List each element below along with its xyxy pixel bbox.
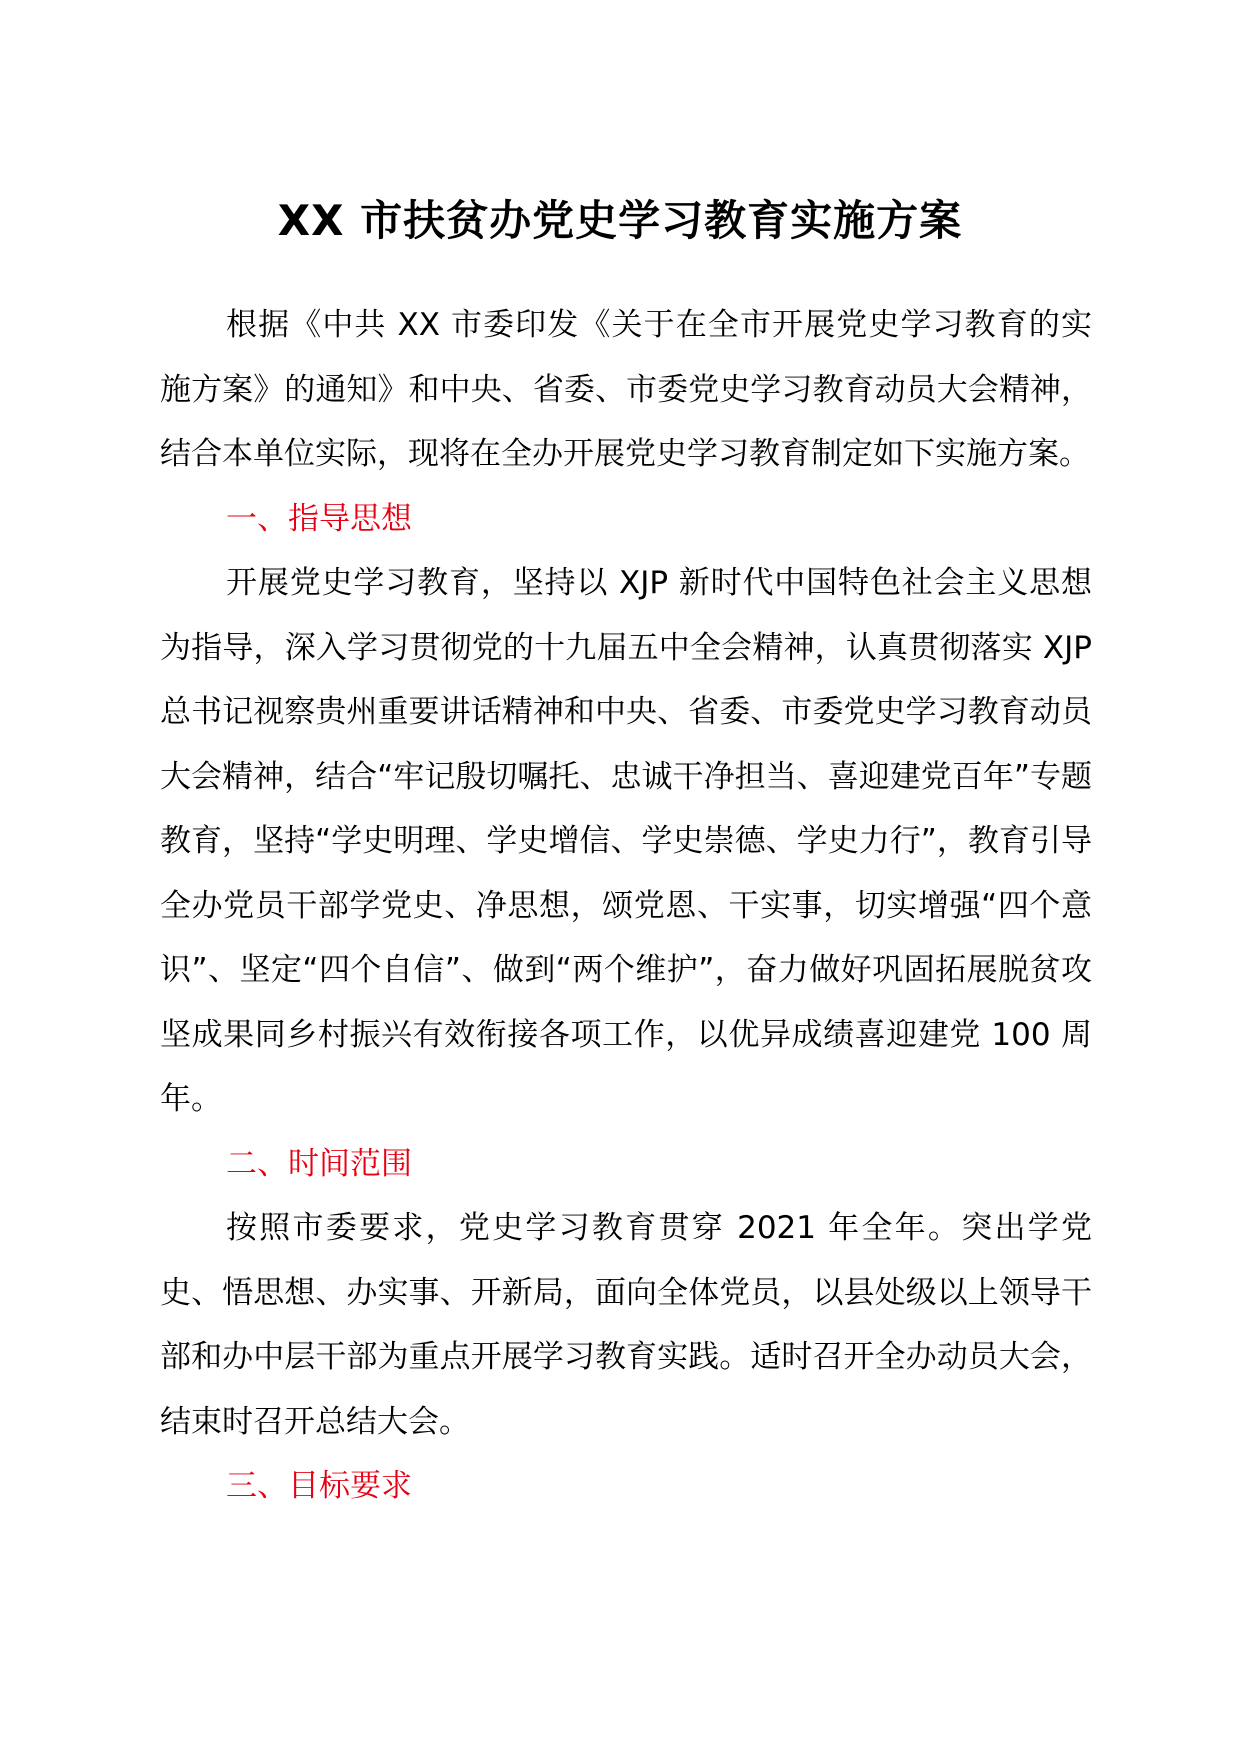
section-heading-guiding-ideology: 一、指导思想 [226,500,412,537]
document-title: XX 市扶贫办党史学习教育实施方案 [277,196,963,245]
guiding-ideology-paragraph: 开展党史学习教育，坚持以 XJP 新时代中国特色社会主义思想为指导，深入学习贯彻党的十九届五中全会精神，认真贯彻落实 XJP 总书记视察贵州重要讲话精神和中央、省委、市委党史学习教育动员大会精神，结合“牢记殷切嘱托、忠诚干净担当、喜迎建党百年”专题教育，坚持“学史明理、学史增信、学史崇德、学史力行”，教育引导全办党员干部学党史、净思想，颂党恩、干实事，切实增强“四个意识”、坚定“四个自信”、做到“两个维护”，奋力做好巩固拓展脱贫攻坚成果同乡村振兴有效衔接各项工作，以优异成绩喜迎建党 100 周年。 [160,565,1092,1117]
section-heading-time-scope: 二、时间范围 [226,1145,412,1182]
time-scope-paragraph: 按照市委要求，党史学习教育贯穿 2021 年全年。突出学党史、悟思想、办实事、开新局，面向全体党员，以县处级以上领导干部和办中层干部为重点开展学习教育实践。适时召开全办动员大会，结束时召开总结大会。 [160,1210,1092,1440]
document-body [160,293,1092,1519]
intro-paragraph: 根据《中共 XX 市委印发《关于在全市开展党史学习教育的实施方案》的通知》和中央、省委、市委党史学习教育动员大会精神，结合本单位实际，现将在全办开展党史学习教育制定如下实施方案。 [160,307,1092,472]
section-heading-goals: 三、目标要求 [226,1468,412,1504]
